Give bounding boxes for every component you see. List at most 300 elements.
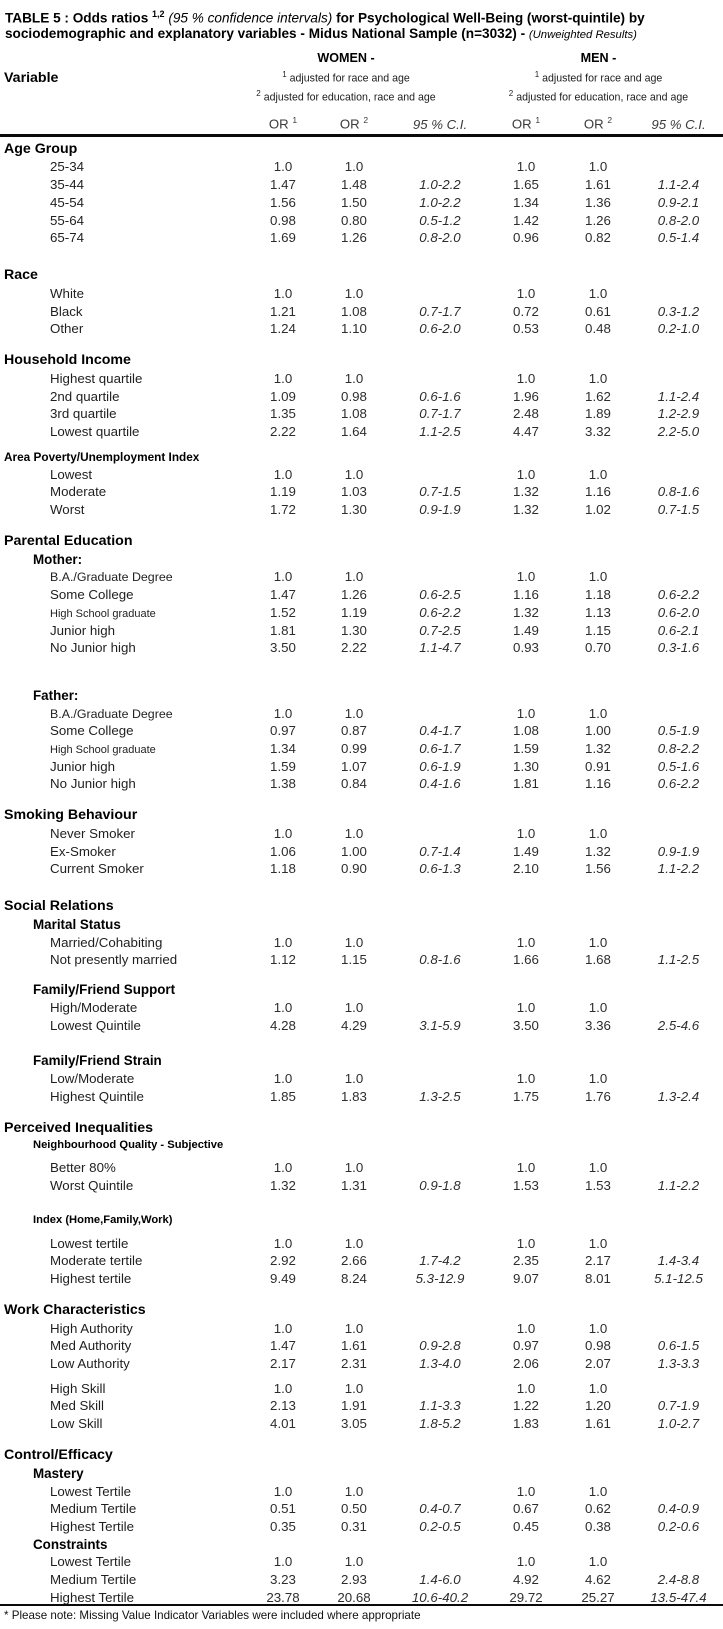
or1-women-value: 1.59 bbox=[270, 758, 296, 774]
table-row bbox=[0, 1587, 723, 1605]
or2-women-value: 1.08 bbox=[341, 406, 367, 422]
title-bold-1: TABLE 5 : Odds ratios bbox=[5, 10, 153, 26]
or1-men-value: 2.10 bbox=[513, 861, 539, 877]
table-row bbox=[0, 482, 723, 500]
ci-men-value: 0.6-1.5 bbox=[657, 1338, 700, 1354]
or2-men-value: 1.02 bbox=[585, 502, 611, 518]
or2-women-value: 0.90 bbox=[341, 861, 367, 877]
or2-men-value: 1.62 bbox=[585, 388, 611, 404]
or2-men-value: 1.0 bbox=[588, 934, 608, 950]
section-heading-row bbox=[0, 137, 723, 157]
table-row bbox=[0, 997, 723, 1015]
row-label: Medium Tertile bbox=[50, 1501, 137, 1517]
ci-women-value: 0.4-1.6 bbox=[419, 776, 461, 792]
or2-women-value: 1.50 bbox=[341, 194, 367, 210]
row-label: Highest tertile bbox=[50, 1271, 132, 1287]
or2-women-value: 1.0 bbox=[344, 370, 364, 386]
or2-men-value: 0.91 bbox=[585, 758, 611, 774]
ci-men-value: 0.2-1.0 bbox=[657, 321, 700, 337]
or1-men-value: 1.49 bbox=[513, 622, 539, 638]
row-label: No Junior high bbox=[50, 640, 136, 656]
or2-men-value: 1.0 bbox=[588, 705, 608, 721]
or1-women-value: 1.12 bbox=[270, 952, 296, 968]
row-label: Family/Friend Support bbox=[33, 982, 176, 998]
or2-men-value: 1.20 bbox=[585, 1398, 611, 1414]
ci-women-value: 0.7-1.7 bbox=[419, 406, 461, 422]
ci-men-value: 1.1-2.2 bbox=[657, 1177, 700, 1193]
or2-men-value: 0.82 bbox=[585, 230, 611, 246]
table-row bbox=[0, 703, 723, 721]
or1-men-value: 1.34 bbox=[513, 194, 539, 210]
or2-men-value: 1.0 bbox=[588, 569, 608, 585]
row-label: Low/Moderate bbox=[50, 1070, 135, 1086]
table-row bbox=[0, 464, 723, 482]
or2-women-value: 1.26 bbox=[341, 230, 367, 246]
or2-women-value: 1.48 bbox=[341, 177, 367, 193]
row-label: Lowest Tertile bbox=[50, 1483, 132, 1499]
or2-men-value: 1.0 bbox=[588, 1380, 608, 1396]
or1-women-value: 1.0 bbox=[273, 705, 293, 721]
table-row bbox=[0, 1233, 723, 1251]
title-italic-2: (Unweighted Results) bbox=[528, 29, 637, 42]
or1-men-value: 1.16 bbox=[513, 587, 539, 603]
or1-men-value: 0.93 bbox=[513, 640, 539, 656]
ci-men-value: 1.1-2.5 bbox=[657, 952, 700, 968]
table-row bbox=[0, 1413, 723, 1431]
or2-men-value: 1.53 bbox=[585, 1177, 611, 1193]
row-label: Highest quartile bbox=[50, 370, 143, 386]
or1-men-value: 2.48 bbox=[513, 406, 539, 422]
table-row bbox=[0, 1251, 723, 1269]
ci-women-value: 1.1-2.5 bbox=[419, 424, 461, 440]
or1-women-value: 1.47 bbox=[270, 1338, 296, 1354]
or1-women-value: 4.01 bbox=[270, 1416, 296, 1432]
or2-men-value: 1.32 bbox=[585, 843, 611, 859]
row-label: High Authority bbox=[50, 1320, 133, 1336]
or1-women-value: 1.0 bbox=[273, 1235, 293, 1251]
or1-men-value: 0.45 bbox=[513, 1518, 539, 1534]
row-label: Family/Friend Strain bbox=[33, 1053, 162, 1069]
or1-men-value: 1.0 bbox=[516, 1380, 536, 1396]
or2-men-value: 1.32 bbox=[585, 740, 611, 756]
table-row bbox=[0, 1068, 723, 1086]
ci-men-value: 0.6-2.2 bbox=[657, 776, 700, 792]
row-label: Current Smoker bbox=[50, 861, 144, 877]
or1-men-value: 1.42 bbox=[513, 212, 539, 228]
col-header-or2-women: OR $^2$ bbox=[339, 115, 369, 132]
row-label: B.A./Graduate Degree bbox=[50, 570, 173, 585]
or2-men-value: 1.0 bbox=[588, 1320, 608, 1336]
or1-women-value: 3.50 bbox=[270, 640, 296, 656]
or1-women-value: 1.0 bbox=[273, 826, 293, 842]
ci-men-value: 0.3-1.6 bbox=[657, 640, 700, 656]
section-heading-row bbox=[0, 1298, 723, 1318]
or2-men-value: 1.0 bbox=[588, 1483, 608, 1499]
ci-men-value: 1.1-2.2 bbox=[657, 861, 700, 877]
ci-men-value: 1.4-3.4 bbox=[657, 1253, 700, 1269]
ci-women-value: 0.9-1.8 bbox=[419, 1177, 461, 1193]
table-row bbox=[0, 283, 723, 301]
or2-men-value: 1.0 bbox=[588, 370, 608, 386]
table-row bbox=[0, 1499, 723, 1517]
row-label: Neighbourhood Quality - Subjective bbox=[33, 1138, 224, 1151]
row-label: Lowest Tertile bbox=[50, 1554, 132, 1570]
row-gap bbox=[0, 1033, 723, 1051]
section-heading-row bbox=[0, 1443, 723, 1463]
or2-men-value: 1.0 bbox=[588, 999, 608, 1015]
row-label: Worst Quintile bbox=[50, 1177, 134, 1193]
row-label: 65-74 bbox=[50, 230, 85, 246]
section-heading-row bbox=[0, 1211, 723, 1226]
or2-men-value: 1.89 bbox=[585, 406, 611, 422]
or2-women-value: 0.84 bbox=[341, 776, 367, 792]
or1-women-value: 0.51 bbox=[270, 1501, 296, 1517]
or1-women-value: 1.52 bbox=[270, 604, 296, 620]
section-heading-row bbox=[0, 914, 723, 932]
col-header-ci-women: 95 % C.I. bbox=[412, 116, 468, 132]
table-row bbox=[0, 319, 723, 337]
row-label: B.A./Graduate Degree bbox=[50, 706, 173, 721]
or2-women-value: 20.68 bbox=[337, 1589, 371, 1605]
men-note-2: $^2$ adjusted for education, race and age bbox=[508, 89, 689, 104]
women-column-group bbox=[248, 50, 490, 106]
or1-men-value: 4.47 bbox=[513, 424, 539, 440]
row-gap bbox=[0, 1151, 723, 1158]
table-row bbox=[0, 174, 723, 192]
row-gap bbox=[0, 517, 723, 529]
row-label: Parental Education bbox=[4, 533, 133, 550]
or1-men-value: 1.0 bbox=[516, 1160, 536, 1176]
row-gap bbox=[0, 1226, 723, 1233]
or2-women-value: 1.30 bbox=[341, 502, 367, 518]
row-label: Ex-Smoker bbox=[50, 843, 116, 859]
or2-women-value: 1.0 bbox=[344, 466, 364, 482]
ci-women-value: 0.6-1.7 bbox=[419, 740, 461, 756]
or1-men-value: 1.0 bbox=[516, 159, 536, 175]
or2-men-value: 1.61 bbox=[585, 177, 611, 193]
col-header-or2-men: OR $^2$ bbox=[583, 115, 613, 132]
table-row bbox=[0, 823, 723, 841]
ci-men-value: 1.0-2.7 bbox=[657, 1416, 700, 1432]
ci-women-value: 0.7-1.7 bbox=[419, 303, 461, 319]
or1-women-value: 1.06 bbox=[270, 843, 296, 859]
or1-men-value: 0.72 bbox=[513, 303, 539, 319]
ci-men-value: 0.5-1.4 bbox=[657, 230, 700, 246]
table-row bbox=[0, 1268, 723, 1286]
or2-women-value: 1.0 bbox=[344, 1380, 364, 1396]
or2-women-value: 1.0 bbox=[344, 569, 364, 585]
or1-men-value: 0.53 bbox=[513, 321, 539, 337]
or1-men-value: 1.0 bbox=[516, 569, 536, 585]
or1-women-value: 1.0 bbox=[273, 1070, 293, 1086]
row-label: Father: bbox=[33, 687, 79, 703]
row-label: Low Skill bbox=[50, 1416, 103, 1432]
or1-women-value: 1.0 bbox=[273, 569, 293, 585]
ci-women-value: 0.6-1.6 bbox=[419, 388, 461, 404]
ci-men-value: 0.7-1.5 bbox=[657, 502, 700, 518]
ci-women-value: 0.2-0.5 bbox=[419, 1518, 461, 1534]
row-gap bbox=[0, 655, 723, 685]
row-gap bbox=[0, 876, 723, 894]
or2-women-value: 2.66 bbox=[341, 1253, 367, 1269]
or2-women-value: 3.05 bbox=[341, 1416, 367, 1432]
table-row bbox=[0, 859, 723, 877]
table-row bbox=[0, 950, 723, 968]
ci-women-value: 0.6-1.3 bbox=[419, 861, 461, 877]
men-group-title: MEN - bbox=[580, 50, 617, 65]
or2-women-value: 1.26 bbox=[341, 587, 367, 603]
row-gap bbox=[0, 1371, 723, 1378]
ci-men-value: 5.1-12.5 bbox=[654, 1271, 703, 1287]
ci-women-value: 0.7-1.4 bbox=[419, 843, 461, 859]
or1-women-value: 0.98 bbox=[270, 212, 296, 228]
table-row bbox=[0, 499, 723, 517]
or1-women-value: 1.24 bbox=[270, 321, 296, 337]
or2-men-value: 1.68 bbox=[585, 952, 611, 968]
or2-women-value: 0.98 bbox=[341, 388, 367, 404]
or1-women-value: 4.28 bbox=[270, 1017, 296, 1033]
table-row bbox=[0, 567, 723, 585]
row-label: Lowest tertile bbox=[50, 1235, 129, 1251]
or2-men-value: 1.0 bbox=[588, 1235, 608, 1251]
or1-men-value: 1.32 bbox=[513, 484, 539, 500]
row-gap bbox=[0, 1286, 723, 1298]
note-superscript: 2 bbox=[508, 89, 514, 99]
or1-men-value: 0.67 bbox=[513, 1501, 539, 1517]
section-heading-row bbox=[0, 1116, 723, 1136]
row-label: Junior high bbox=[50, 758, 116, 774]
ci-women-value: 1.0-2.2 bbox=[419, 194, 461, 210]
or1-men-value: 1.75 bbox=[513, 1088, 539, 1104]
row-label: Junior high bbox=[50, 622, 116, 638]
row-label: High Skill bbox=[50, 1380, 106, 1396]
row-gap bbox=[0, 1193, 723, 1211]
or1-women-value: 1.81 bbox=[270, 622, 296, 638]
or2-women-value: 1.0 bbox=[344, 159, 364, 175]
page-title bbox=[0, 0, 709, 44]
or2-women-value: 0.31 bbox=[341, 1518, 367, 1534]
or2-men-value: 0.98 bbox=[585, 1338, 611, 1354]
or1-women-value: 1.0 bbox=[273, 1320, 293, 1336]
or1-men-value: 1.0 bbox=[516, 934, 536, 950]
ci-men-value: 13.5-47.4 bbox=[650, 1589, 707, 1605]
ci-men-value: 0.9-1.9 bbox=[657, 843, 700, 859]
row-label: Race bbox=[4, 267, 38, 284]
row-label: Lowest bbox=[50, 466, 93, 482]
table-row bbox=[0, 1569, 723, 1587]
or1-women-value: 1.0 bbox=[273, 466, 293, 482]
table-row bbox=[0, 1336, 723, 1354]
or1-men-value: 1.0 bbox=[516, 1483, 536, 1499]
table-body bbox=[0, 137, 723, 1605]
section-heading-row bbox=[0, 263, 723, 283]
or1-women-value: 1.09 bbox=[270, 388, 296, 404]
or2-men-value: 1.0 bbox=[588, 159, 608, 175]
or2-women-value: 1.07 bbox=[341, 758, 367, 774]
or2-women-value: 1.0 bbox=[344, 999, 364, 1015]
men-note-1: $^1$ adjusted for race and age bbox=[534, 69, 663, 85]
ci-men-value: 2.4-8.8 bbox=[657, 1571, 700, 1587]
or2-women-value: 1.30 bbox=[341, 622, 367, 638]
or1-women-value: 2.13 bbox=[270, 1398, 296, 1414]
or2-men-value: 1.16 bbox=[585, 484, 611, 500]
table-row bbox=[0, 738, 723, 756]
row-label: Moderate tertile bbox=[50, 1253, 143, 1269]
or1-men-value: 1.0 bbox=[516, 1320, 536, 1336]
or1-men-value: 1.32 bbox=[513, 502, 539, 518]
ci-men-value: 1.3-3.3 bbox=[657, 1356, 700, 1372]
or1-men-value: 1.0 bbox=[516, 1554, 536, 1570]
or2-men-value: 0.70 bbox=[585, 640, 611, 656]
table-row bbox=[0, 620, 723, 638]
row-label: Index (Home,Family,Work) bbox=[33, 1213, 173, 1226]
or2-women-value: 1.0 bbox=[344, 1070, 364, 1086]
or1-women-value: 1.19 bbox=[270, 484, 296, 500]
ci-men-value: 0.6-2.1 bbox=[657, 622, 700, 638]
table-row bbox=[0, 721, 723, 739]
or2-men-value: 1.61 bbox=[585, 1416, 611, 1432]
or2-women-value: 1.08 bbox=[341, 303, 367, 319]
or2-women-value: 1.0 bbox=[344, 1235, 364, 1251]
or2-women-value: 8.24 bbox=[341, 1271, 367, 1287]
ci-men-value: 0.5-1.9 bbox=[657, 723, 700, 739]
or1-women-value: 1.0 bbox=[273, 1160, 293, 1176]
or1-men-value: 1.0 bbox=[516, 826, 536, 842]
or1-men-value: 1.0 bbox=[516, 285, 536, 301]
row-label: Married/Cohabiting bbox=[50, 934, 163, 950]
ci-men-value: 1.1-2.4 bbox=[657, 388, 700, 404]
ci-men-value: 0.8-2.0 bbox=[657, 212, 700, 228]
ci-men-value: 0.9-2.1 bbox=[657, 194, 700, 210]
variable-column-label: Variable bbox=[4, 69, 59, 86]
table-row bbox=[0, 1015, 723, 1033]
ci-women-value: 1.8-5.2 bbox=[419, 1416, 461, 1432]
or1-men-value: 2.06 bbox=[513, 1356, 539, 1372]
or2-men-value: 1.16 bbox=[585, 776, 611, 792]
row-label: Not presently married bbox=[50, 952, 178, 968]
section-heading-row bbox=[0, 979, 723, 997]
row-label: Area Poverty/Unemployment Index bbox=[4, 450, 200, 465]
or2-men-value: 1.76 bbox=[585, 1088, 611, 1104]
or2-men-value: 1.26 bbox=[585, 212, 611, 228]
row-label: Work Characteristics bbox=[4, 1302, 146, 1319]
or2-men-value: 25.27 bbox=[581, 1589, 615, 1605]
or2-men-value: 1.0 bbox=[588, 1070, 608, 1086]
or1-women-value: 1.0 bbox=[273, 1554, 293, 1570]
or2-men-value: 0.61 bbox=[585, 303, 611, 319]
ci-women-value: 0.4-1.7 bbox=[419, 723, 461, 739]
ci-women-value: 1.0-2.2 bbox=[419, 177, 461, 193]
men-column-group bbox=[490, 50, 723, 106]
table-row bbox=[0, 1353, 723, 1371]
or1-women-value: 2.92 bbox=[270, 1253, 296, 1269]
or2-women-value: 1.0 bbox=[344, 705, 364, 721]
or1-women-value: 1.47 bbox=[270, 177, 296, 193]
row-label: Other bbox=[50, 321, 84, 337]
ci-men-value: 0.8-1.6 bbox=[657, 484, 700, 500]
table-row bbox=[0, 1396, 723, 1414]
or1-women-value: 1.34 bbox=[270, 740, 296, 756]
ci-women-value: 0.7-1.5 bbox=[419, 484, 461, 500]
section-heading-row bbox=[0, 1136, 723, 1151]
or2-men-value: 1.0 bbox=[588, 1160, 608, 1176]
ci-women-value: 10.6-40.2 bbox=[411, 1589, 469, 1605]
section-heading-row bbox=[0, 348, 723, 368]
or1-men-value: 1.22 bbox=[513, 1398, 539, 1414]
ci-women-value: 0.8-1.6 bbox=[419, 952, 461, 968]
or2-women-value: 1.0 bbox=[344, 826, 364, 842]
or1-men-value: 9.07 bbox=[513, 1271, 539, 1287]
or1-women-value: 1.38 bbox=[270, 776, 296, 792]
row-label: Highest Quintile bbox=[50, 1088, 144, 1104]
or1-women-value: 1.0 bbox=[273, 934, 293, 950]
or1-women-value: 1.0 bbox=[273, 159, 293, 175]
or1-women-value: 1.0 bbox=[273, 285, 293, 301]
or1-men-value: 1.65 bbox=[513, 177, 539, 193]
note-superscript: 2 bbox=[256, 89, 261, 99]
or1-men-value: 1.0 bbox=[516, 1235, 536, 1251]
row-label: White bbox=[50, 285, 84, 301]
table-row bbox=[0, 756, 723, 774]
row-label: Some College bbox=[50, 723, 134, 739]
row-label: Never Smoker bbox=[50, 826, 135, 842]
ci-women-value: 1.3-4.0 bbox=[419, 1356, 461, 1372]
or2-women-value: 0.87 bbox=[341, 723, 367, 739]
or1-women-value: 1.85 bbox=[270, 1088, 296, 1104]
or1-men-value: 1.0 bbox=[516, 705, 536, 721]
table-row bbox=[0, 368, 723, 386]
row-label: 3rd quartile bbox=[50, 406, 117, 422]
title-italic-1: (95 % confidence intervals) bbox=[164, 10, 337, 26]
table-row bbox=[0, 841, 723, 859]
row-gap bbox=[0, 967, 723, 979]
or1-women-value: 1.69 bbox=[270, 230, 296, 246]
or1-women-value: 2.22 bbox=[270, 424, 296, 440]
or2-men-value: 1.0 bbox=[588, 466, 608, 482]
row-label: Social Relations bbox=[4, 898, 114, 915]
or1-men-value: 4.92 bbox=[513, 1571, 539, 1587]
or2-men-value: 3.32 bbox=[585, 424, 611, 440]
section-heading-row bbox=[0, 549, 723, 567]
table-row bbox=[0, 386, 723, 404]
col-header-or1-women: OR $^1$ bbox=[268, 115, 298, 132]
or1-women-value: 1.21 bbox=[270, 303, 296, 319]
row-label: Perceived Inequalities bbox=[4, 1119, 154, 1136]
row-label: Lowest Quintile bbox=[50, 1017, 141, 1033]
ci-men-value: 1.3-2.4 bbox=[657, 1088, 700, 1104]
row-gap bbox=[0, 1431, 723, 1443]
or1-men-value: 1.59 bbox=[513, 740, 539, 756]
or2-men-value: 1.56 bbox=[585, 861, 611, 877]
ci-women-value: 1.7-4.2 bbox=[419, 1253, 461, 1269]
or1-women-value: 1.72 bbox=[270, 502, 296, 518]
ci-women-value: 5.3-12.9 bbox=[415, 1271, 465, 1287]
or2-women-value: 1.64 bbox=[341, 424, 367, 440]
row-label: High School graduate bbox=[50, 607, 156, 620]
row-label: Highest Tertile bbox=[50, 1518, 135, 1534]
ci-women-value: 1.3-2.5 bbox=[419, 1088, 461, 1104]
ci-women-value: 0.6-2.0 bbox=[419, 321, 461, 337]
ci-women-value: 3.1-5.9 bbox=[419, 1017, 461, 1033]
or1-women-value: 0.97 bbox=[270, 723, 296, 739]
row-label: High/Moderate bbox=[50, 999, 138, 1015]
women-group-title: WOMEN - bbox=[317, 50, 375, 65]
row-label: Lowest quartile bbox=[50, 424, 140, 440]
note-superscript: 1 bbox=[534, 69, 540, 79]
row-label: Control/Efficacy bbox=[4, 1447, 113, 1464]
or1-women-value: 1.0 bbox=[273, 999, 293, 1015]
or2-men-value: 0.62 bbox=[585, 1501, 611, 1517]
